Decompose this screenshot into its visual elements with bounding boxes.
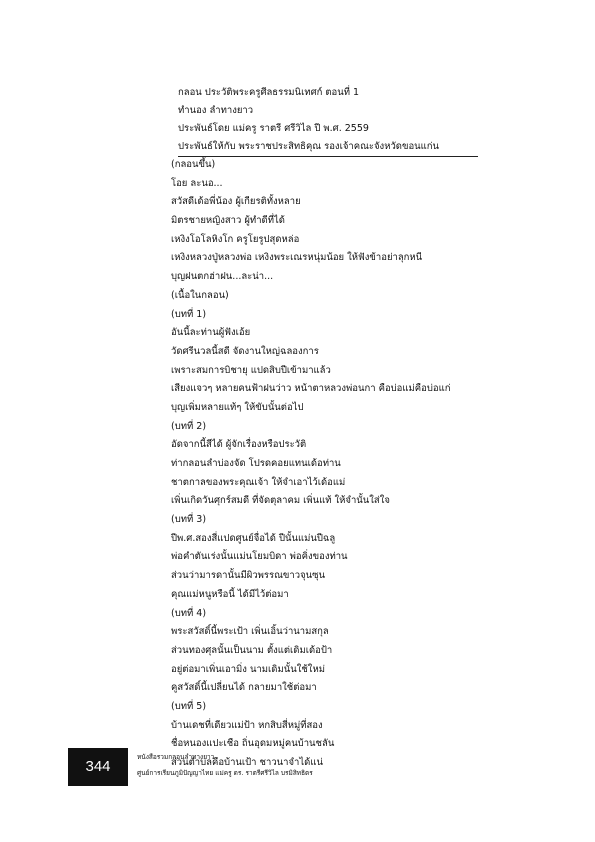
poem-line: บุญฝนตกฮ่าฝน...ละน่า... bbox=[171, 271, 274, 283]
footer-caption bbox=[137, 751, 313, 779]
poem-line: เหงิงโอโลหิงโก ครูโยรูปสุดหล่อ bbox=[171, 233, 300, 245]
poem-line: พระสวัสดิ์นี้พระเป้า เพิ่นเอิ้นว่านามสกุล bbox=[171, 626, 329, 638]
author-line: ประพันธ์โดย แม่ครู ราตรี ศรีวิไล ปี พ.ศ. 2559 bbox=[178, 123, 369, 134]
poem-line: เสียงแจวๆ หลายคนฟ้าฝนว่าว หน้าตาหลวงพ่อนกา คือบ่อแม่คือบ่อแก่ bbox=[171, 383, 451, 395]
page-footer bbox=[68, 748, 408, 788]
poem-line: โอย ละนอ... bbox=[171, 177, 223, 189]
page-number: 344 bbox=[68, 748, 128, 786]
publisher-line: ศูนย์การเรียนภูมิปัญญาไทย แม่ครู ดร. ราตรีศรีวิไล บรมิสิทธิตร bbox=[137, 769, 313, 777]
poem-line: ส่วนตำบลคือบ้านเป้า ชาวนาจำได้แน่ bbox=[171, 757, 323, 768]
poem-line: สวัสดีเด้อพี่น้อง ผู้เกียรติทั้งหลาย bbox=[171, 196, 301, 208]
verse-heading: (บทที่ 5) bbox=[171, 700, 207, 712]
poem-line: เพิ่นเกิดวันศุกร์สมดี ที่จัดตุลาคม เพิ่นแท้ ให้จำนั้นใส่ใจ bbox=[171, 495, 390, 507]
book-title: หนังสือรวมกลอนลำทางยาว bbox=[137, 753, 215, 761]
poem-line: บุญเพิ่มหลายแท้ๆ ให้ขับนั้นต่อไป bbox=[171, 401, 304, 413]
verse-heading: (บทที่ 2) bbox=[171, 420, 207, 432]
poem-line: (กลอนขึ้น) bbox=[171, 159, 216, 170]
poem-line: อันนี้ละท่านผู้ฟังเอ้ย bbox=[171, 327, 251, 339]
poem-line: คูสวัสดิ์นี้เปลี่ยนได้ กลายมาใช้ต่อมา bbox=[171, 682, 317, 694]
verse-heading: (บทที่ 4) bbox=[171, 607, 207, 619]
verse-heading: (บทที่ 1) bbox=[171, 308, 207, 320]
poem-line: มิตรชายหญิงสาว ผู้ทำดีที่ได้ bbox=[171, 215, 285, 227]
poem-line: ปีพ.ศ.สองสี่แปดศูนย์จื่อได้ ปีนั้นแม่นปีฉลู bbox=[171, 532, 336, 544]
poem-line: ชื่อหนองแปะเชือ ถิ่นอุดมหมู่คนบ้านชลัน bbox=[171, 738, 335, 750]
header-block bbox=[178, 84, 478, 157]
verse-heading: (บทที่ 3) bbox=[171, 514, 207, 526]
poem-line: ส่วนทองศุลนั้นเป็นนาม ตั้งแต่เดิมเด้อป้า bbox=[171, 644, 333, 656]
poem-line: อยู่ต่อมาเพิ่นเอามิ่ง นามเดิมนั้นใช้ใหม่ bbox=[171, 663, 325, 675]
poem-line: ท่ากลอนลำบ่องจัด โปรดคอยแทนเด้อท่าน bbox=[171, 458, 341, 469]
poem-line: ส่วนว่ามารดานั้นมีผิวพรรณขาวจุนซุน bbox=[171, 570, 326, 582]
poem-line: บ้านเดชที่เดียวแม่ป้า หกสิบสี่หมู่ที่สอง bbox=[171, 719, 323, 731]
poem-line: เหงิงหลวงปู่หลวงพ่อ เหงิงพระเณรหนุ่มน้อย ให้ฟังข้าอย่าลุกหนี bbox=[171, 252, 423, 264]
poem-line: อัดจากนี้สีได้ ผู้จักเรื่องหรือประวัติ bbox=[171, 439, 307, 451]
poem-title: กลอน ประวัติพระครูศีลธรรมนิเทศก์ ตอนที่ 1 bbox=[178, 87, 360, 98]
poem-line: เพราะสมการบิชายุ แปดสิบปีเข้ามาแล้ว bbox=[171, 364, 331, 376]
poem-body bbox=[171, 156, 450, 773]
melody-line: ทำนอง ลำทางยาว bbox=[178, 105, 254, 116]
poem-line: คุณแม่หนูหรือนี้ ได้มีไว้ต่อมา bbox=[171, 588, 289, 600]
dedication-line: ประพันธ์ให้กับ พระราชประสิทธิคุณ รองเจ้าคณะจังหวัดขอนแก่น bbox=[178, 138, 478, 157]
poem-line: ชาตกาลของพระคุณเจ้า ให้จำเอาไว้เด้อแม่ bbox=[171, 476, 346, 488]
poem-line: วัดศรีนวลนี้สดี จัดงานใหญ่ฉลองการ bbox=[171, 345, 319, 357]
poem-line: พ่อคำตันเร่งนั้นแม่นโยมบิดา พ่อคิ่งของท่าน bbox=[171, 551, 348, 563]
section-heading: (เนื้อในกลอน) bbox=[171, 289, 229, 301]
